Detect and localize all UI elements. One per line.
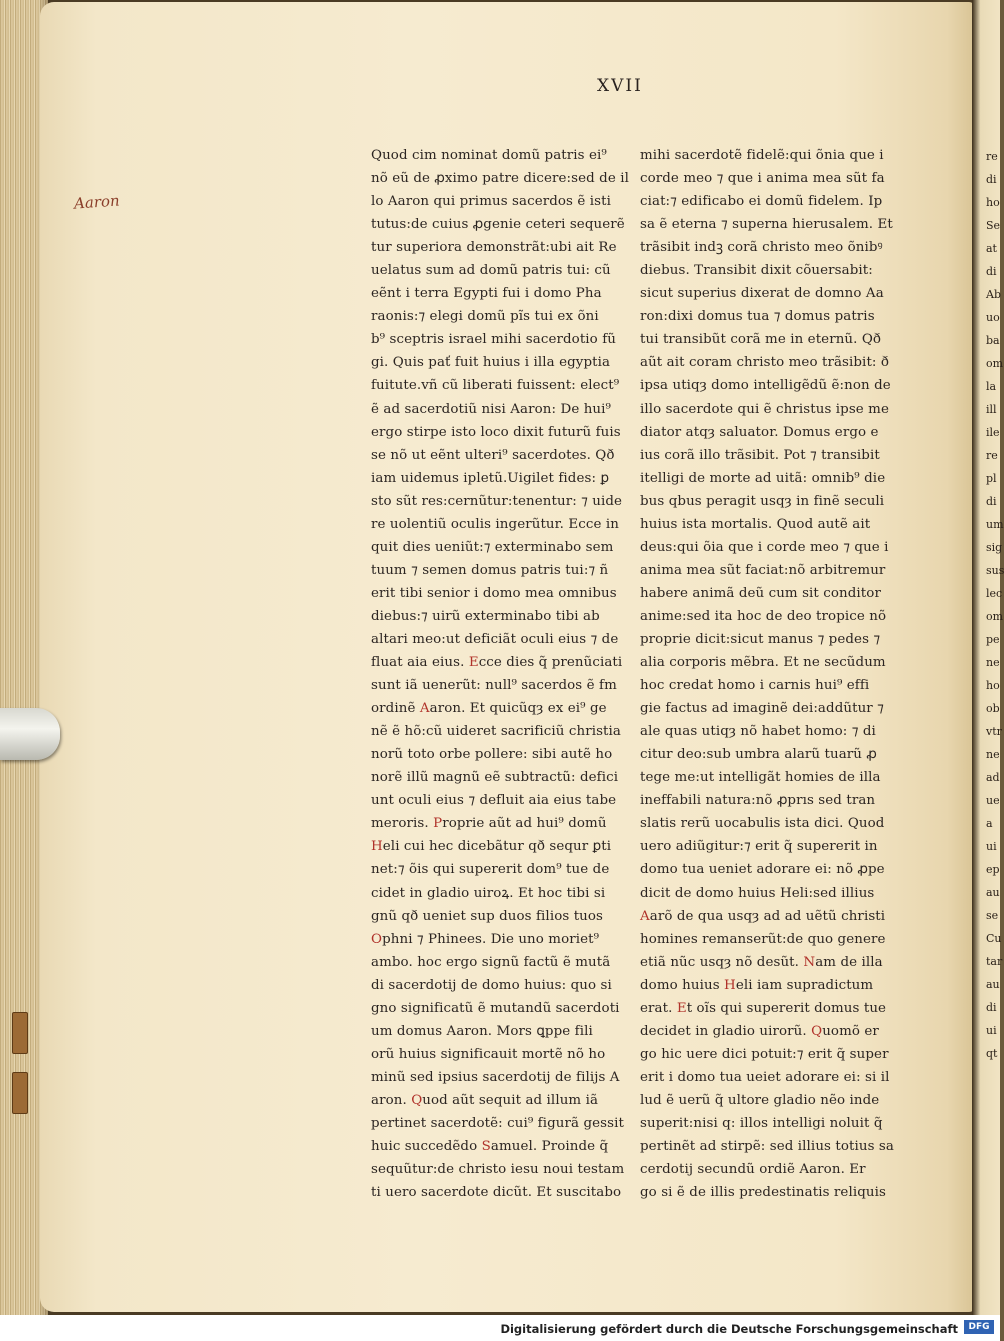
text-line: sicut superius dixerat de domno Aa [640, 286, 884, 302]
facing-page-fragment: ui [986, 1024, 997, 1037]
text-line: fuitute.vñ cũ liberati fuissent: elect⁹ [371, 378, 620, 394]
text-line: lo Aaron qui primus sacerdos ẽ isti [371, 194, 611, 210]
text-line: raonis:⁊ elegi domũ pĩs tui ex õni [371, 309, 599, 325]
text-line: deus:qui õia que i corde meo ⁊ que i [640, 539, 889, 555]
facing-page-fragment: ho [986, 196, 1000, 209]
facing-page-fragment: re [986, 449, 998, 462]
text-line: gie factus ad imaginẽ dei:addũtur ⁊ [640, 701, 884, 717]
text-line: dicit de domo huius Heli:sed illius [640, 885, 875, 901]
text-line: sa ẽ eterna ⁊ superna hierusalem. Et [640, 217, 893, 233]
text-line: ergo stirpe isto loco dixit futurũ fuis [371, 424, 621, 440]
text-line: habere animã deũ cum sit conditor [640, 585, 881, 601]
page-tab-marker [12, 1072, 28, 1114]
text-line: corde meo ⁊ que i anima mea sũt fa [640, 171, 885, 187]
text-line: ipsa utiqȝ domo intelligẽdũ ẽ:non de [640, 378, 891, 394]
text-line: sequũtur:de christo iesu noui testam [371, 1162, 625, 1178]
facing-page-fragment: ile [986, 426, 1000, 439]
text-line: b⁹ sceptris israel mihi sacerdotio fũ [371, 332, 616, 348]
facing-page-fragment: sus [986, 564, 1004, 577]
text-line: tege me:ut intelligãt homies de illa [640, 770, 881, 786]
text-line: ordinẽ Aaron. Et quicũqȝ ex ei⁹ ge [371, 701, 607, 717]
text-line: pertinẽt ad stirpẽ: sed illius totius sa [640, 1139, 894, 1155]
text-line: etiã nũc usqȝ nõ desũt. Nam de illa [640, 954, 883, 970]
facing-page-fragment: di [986, 173, 997, 186]
text-line: gnũ qð ueniet sup duos filios tuos [371, 908, 604, 924]
text-line: gi. Quis pať fuit huius i illa egyptia [371, 355, 611, 371]
text-line: Quod cim nominat domũ patris ei⁹ [371, 148, 607, 163]
text-line: unt oculi eius ⁊ defluit aia eius tabe [371, 793, 617, 809]
text-line: diebus. Transibit dixit cõuersabit: [640, 263, 873, 279]
text-line: huius ista mortalis. Quod autẽ ait [640, 516, 871, 532]
text-line: go hic uere dici potuit:⁊ erit q̃ super [640, 1046, 889, 1062]
facing-page-fragment: ne [986, 748, 1000, 761]
text-line: um domus Aaron. Mors ꝗppe fili [371, 1023, 593, 1039]
text-line: diator atqȝ saluator. Domus ergo e [640, 424, 879, 440]
text-line: erit i domo tua ueiet adorare ei: si il [640, 1069, 890, 1085]
text-line: erit tibi senior i domo mea omnibus [371, 585, 617, 601]
text-line: sunt iã uenerũt: null⁹ sacerdos ẽ fm [371, 678, 617, 694]
text-line: bus qbus peragit usqȝ in finẽ seculi [640, 493, 885, 509]
facing-page-fragment: ba [986, 334, 1000, 347]
page-tab-marker [12, 1012, 28, 1054]
text-line: di sacerdotij de domo huius: quo si [371, 977, 612, 993]
facing-page-fragment: di [986, 265, 997, 278]
text-line: tui transibũt corã me in eternũ. Qð [640, 332, 882, 348]
text-line: illo sacerdote qui ẽ christus ipse me [640, 401, 890, 417]
text-line: gno significatũ ẽ mutandũ sacerdoti [371, 1000, 620, 1016]
text-column-right [640, 144, 894, 1204]
text-line: anima mea sũt faciat:nõ arbitremur [640, 562, 886, 578]
facing-page-fragment: sig [986, 541, 1003, 554]
facing-page-fragment: se [986, 909, 999, 922]
facing-page-fragment: tar [986, 955, 1003, 968]
facing-page-fragment: uo [986, 311, 1000, 324]
text-line: sto sũt res:cernũtur:tenentur: ⁊ uide [371, 493, 623, 509]
text-line: norũ toto orbe pollere: sibi autẽ ho [371, 747, 613, 763]
funding-credit: Digitalisierung gefördert durch die Deutsche Forschungsgemeinschaft [500, 1322, 958, 1336]
text-line: tur superiora demonstrãt:ubi ait Re [371, 240, 617, 256]
dfg-logo: DFG [964, 1320, 994, 1334]
facing-page-fragment: la [986, 380, 997, 393]
facing-page-fragment: ne [986, 656, 1000, 669]
facing-page-fragment: om [986, 610, 1004, 623]
text-line: lud ẽ uerũ q̃ ultore gladio nẽo inde [640, 1092, 880, 1108]
text-line: ẽ ad sacerdotiũ nisi Aaron: De hui⁹ [371, 401, 611, 417]
text-line: Ophni ⁊ Phinees. Die uno moriet⁹ [371, 931, 600, 947]
text-line: uelatus sum ad domũ patris tui: cũ [371, 263, 611, 279]
text-line: nõ eũ de ꝓximo patre dicere:sed de il [371, 171, 629, 187]
facing-page-fragment: ue [986, 794, 1000, 807]
facing-page-fragment: Ab [986, 288, 1001, 301]
text-column-left [371, 144, 629, 1204]
text-line: net:⁊ õis qui supererit dom⁹ tue de [371, 862, 610, 878]
text-line: norẽ illũ magnũ eẽ subtractũ: defici [371, 770, 619, 786]
facing-page-fragment: re [986, 150, 998, 163]
text-line: ale quas utiqȝ nõ habet homo: ⁊ di [640, 724, 876, 740]
text-line: nẽ ẽ hõ:cũ uideret sacrificiũ christia [371, 724, 621, 740]
text-line: proprie dicit:sicut manus ⁊ pedes ⁊ [640, 631, 881, 647]
text-line: quit dies ueniũt:⁊ exterminabo sem [371, 539, 614, 555]
facing-page-fragment: lec [986, 587, 1003, 600]
facing-page-fragment: ho [986, 679, 1000, 692]
text-line: tuum ⁊ semen domus patris tui:⁊ ñ [371, 562, 609, 578]
text-line: cidet in gladio uiroꝝ. Et hoc tibi si [371, 885, 606, 901]
facing-page-fragment: ui [986, 840, 997, 853]
text-line: diebus:⁊ uirũ exterminabo tibi ab [371, 608, 600, 624]
folio-number: XVII [597, 76, 643, 96]
facing-page-fragment: at [986, 242, 997, 255]
facing-page-fragment: ep [986, 863, 1000, 876]
text-line: itelligi de morte ad uitã: omnib⁹ die [640, 470, 886, 486]
text-line: cerdotij secundũ ordiẽ Aaron. Er [640, 1162, 866, 1178]
text-line: domo tua ueniet adorare ei: nõ ꝓpe [640, 862, 885, 878]
text-line: ti uero sacerdote dicũt. Et suscitabo [371, 1185, 622, 1201]
text-line: se nõ ut eẽnt ulteri⁹ sacerdotes. Qð [371, 447, 615, 463]
text-line: alia corporis mẽbra. Et ne secũdum [640, 655, 886, 671]
text-line: uero adiũgitur:⁊ erit q̃ supererit in [640, 839, 878, 855]
text-line: mihi sacerdotẽ fidelẽ:qui õnia que i [640, 148, 884, 163]
text-line: aũt ait coram christo meo trãsibit: ð [640, 355, 890, 371]
facing-page-fragment: au [986, 886, 1000, 899]
facing-page-fragment: vtr [986, 725, 1002, 738]
text-line: anime:sed ita hoc de deo tropice nõ [640, 608, 887, 624]
text-line: decidet in gladio uirorũ. Quomõ er [640, 1023, 879, 1039]
text-line: re uolentiũ oculis ingerũtur. Ecce in [371, 516, 619, 532]
facing-page-fragment: pe [986, 633, 1000, 646]
text-line: ius corã illo trãsibit. Pot ⁊ transibit [640, 447, 880, 463]
text-line: orũ huius significauit mortẽ nõ ho [371, 1046, 606, 1062]
text-line: tutus:de cuius ꝓgenie ceteri sequerẽ [371, 217, 625, 233]
text-line: Heli cui hec dicebãtur qð sequr ꝑti [371, 839, 612, 855]
facing-page-fragment: au [986, 978, 1000, 991]
facing-page-fragment: di [986, 495, 997, 508]
text-line: citur deo:sub umbra alarũ tuarũ ꝓ [640, 747, 877, 763]
text-line: slatis rerũ uocabulis ista dici. Quod [640, 816, 885, 832]
text-line: ron:dixi domus tua ⁊ domus patris [640, 309, 875, 325]
text-line: trãsibit indꝫ corã christo meo õnibꝰ [640, 240, 883, 256]
marginal-annotation: Aaron [73, 191, 121, 213]
facing-page-fragment: Cu [986, 932, 1002, 945]
text-line: go si ẽ de illis predestinatis reliquis [640, 1185, 886, 1201]
text-line: homines remanserũt:de quo genere [640, 931, 886, 947]
facing-page-edge [972, 0, 1004, 1315]
facing-page-fragment: ob [986, 702, 1000, 715]
text-line: eẽnt i terra Egypti fui i domo Pha [371, 286, 602, 302]
text-line: ambo. hoc ergo signũ factũ ẽ mutã [371, 954, 611, 970]
text-line: ciat:⁊ edificabo ei domũ fidelem. Ip [640, 194, 883, 210]
facing-page-fragment: om [986, 357, 1004, 370]
text-line: altari meo:ut deficiãt oculi eius ⁊ de [371, 631, 619, 647]
page-clip [0, 708, 60, 760]
text-line: pertinet sacerdotẽ: cui⁹ figurã gessit [371, 1115, 624, 1131]
text-line: Aarõ de qua usqȝ ad ad uẽtũ christi [640, 908, 886, 924]
text-line: fluat aia eius. Ecce dies q̃ prenũciati [371, 655, 623, 671]
text-line: hoc credat homo i carnis hui⁹ effi [640, 678, 870, 694]
text-line: domo huius Heli iam supradictum [640, 977, 874, 993]
text-line: meroris. Proprie aũt ad hui⁹ domũ [371, 816, 607, 832]
text-line: erat. Et oĩs qui supererit domus tue [640, 1000, 887, 1016]
text-line: minũ sed ipsius sacerdotij de filijs A [371, 1069, 620, 1085]
facing-page-fragment: a [986, 817, 993, 830]
footer-bar [0, 1315, 1000, 1341]
facing-page-fragment: qt [986, 1047, 998, 1060]
facing-page-fragment: ill [986, 403, 997, 416]
facing-page-fragment: ad [986, 771, 1000, 784]
text-line: iam uidemus ipletũ.Uigilet fides: ꝑ [371, 470, 610, 486]
text-line: huic succedẽdo Samuel. Proinde q̃ [371, 1139, 609, 1155]
facing-page-fragment: pl [986, 472, 997, 485]
facing-page-fragment: di [986, 1001, 997, 1014]
text-line: superit:nisi q: illos intelligi noluit q̃ [640, 1115, 883, 1131]
facing-page-fragment: Se [986, 219, 1001, 232]
facing-page-fragment: um [986, 518, 1004, 531]
text-line: ineffabili natura:nõ ꝓprıs sed tran [640, 793, 876, 809]
text-line: aron. Quod aũt sequit ad illum iã [371, 1092, 599, 1108]
